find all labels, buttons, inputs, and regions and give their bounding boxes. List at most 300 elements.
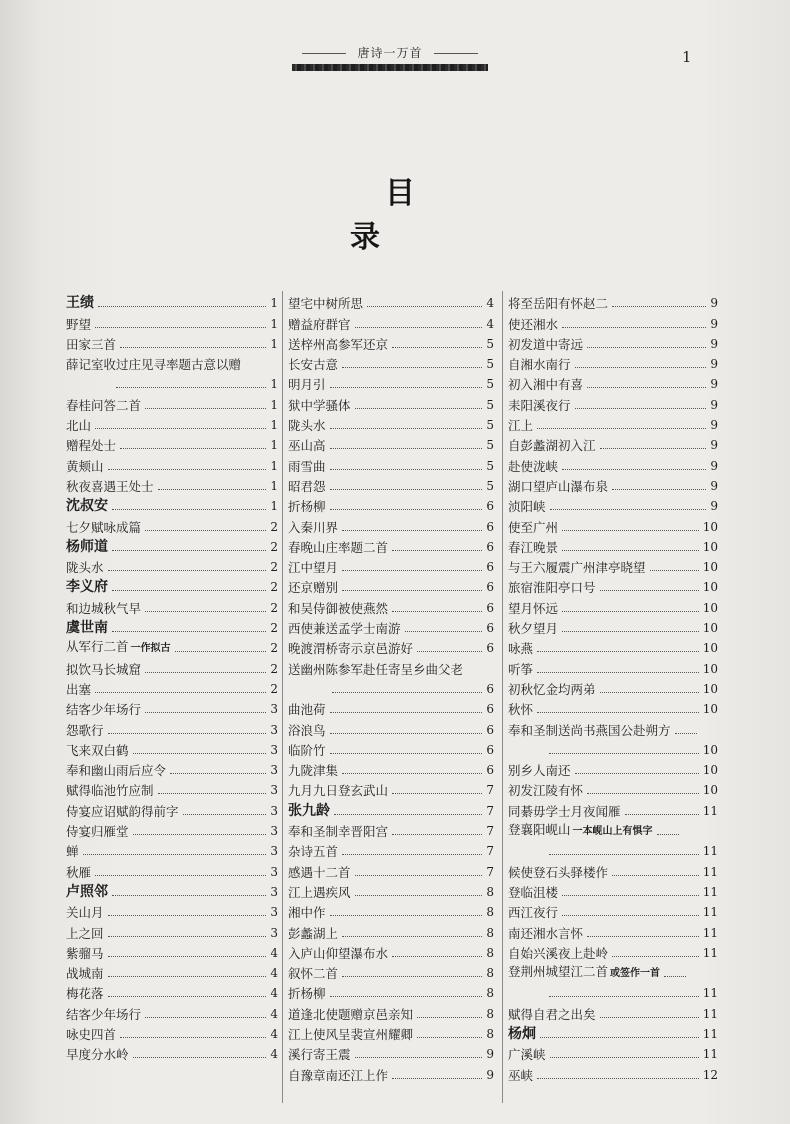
page-ref: 5 <box>486 418 494 433</box>
page-ref: 2 <box>270 539 278 554</box>
dot-leader <box>675 733 697 734</box>
page-ref: 2 <box>270 661 278 676</box>
toc-poem-entry <box>508 595 718 615</box>
poem-title: 赠程处士 <box>66 438 117 454</box>
dot-leader <box>562 895 699 896</box>
poem-title: 自始兴溪夜上赴岭 <box>508 945 609 961</box>
dot-leader <box>330 509 483 510</box>
dot-leader <box>600 448 707 449</box>
toc-poem-entry <box>288 595 494 615</box>
dot-leader <box>330 489 483 490</box>
toc-poem-entry <box>66 1042 278 1062</box>
toc-poem-entry <box>508 474 718 494</box>
toc-poem-entry <box>66 352 278 372</box>
dot-leader <box>108 996 267 997</box>
page-ref: 6 <box>486 763 494 778</box>
dot-leader <box>342 976 482 977</box>
dot-leader <box>158 489 267 490</box>
page-ref: 5 <box>486 478 494 493</box>
dot-leader <box>664 976 686 977</box>
page-ref: 9 <box>710 478 718 493</box>
dot-leader <box>575 408 707 409</box>
page-ref: 5 <box>486 357 494 372</box>
book-title: 唐诗一万首 <box>292 44 488 64</box>
poem-title: 临阶竹 <box>288 742 326 758</box>
page-ref: 12 <box>702 1067 718 1082</box>
author-name: 张九龄 <box>288 802 330 819</box>
page-ref: 3 <box>270 864 278 879</box>
dot-leader <box>108 469 267 470</box>
page-ref: 5 <box>486 336 494 351</box>
toc-poem-entry <box>508 880 718 900</box>
toc-poem-entry <box>66 332 278 352</box>
page-ref: 10 <box>702 580 718 595</box>
page-title: 目 录 <box>350 176 485 255</box>
toc-poem-entry <box>508 392 718 412</box>
author-name: 李义府 <box>66 579 108 596</box>
poem-title: 感遇十二首 <box>288 864 351 880</box>
page-ref: 11 <box>702 803 718 818</box>
page-ref: 5 <box>486 438 494 453</box>
toc-poem-entry <box>66 677 278 697</box>
page-ref: 1 <box>270 296 278 311</box>
poem-title: 旅宿淮阳亭口号 <box>508 580 596 596</box>
toc-poem-entry <box>66 839 278 859</box>
dot-leader <box>562 530 699 531</box>
dot-leader <box>112 509 266 510</box>
page-ref: 3 <box>270 824 278 839</box>
dot-leader <box>342 367 482 368</box>
poem-title: 田家三首 <box>66 336 117 352</box>
poem-title: 西使兼送孟学士南游 <box>288 621 401 637</box>
poem-title: 江上遇疾风 <box>288 884 351 900</box>
dot-leader <box>392 1078 482 1079</box>
dot-leader <box>537 1078 699 1079</box>
dot-leader <box>549 996 699 997</box>
poem-title: 同綦毋学士月夜闻雁 <box>508 803 621 819</box>
toc-poem-entry <box>288 575 494 595</box>
poem-title: 与王六履震广州津亭晓望 <box>508 560 646 576</box>
page-ref: 11 <box>702 844 718 859</box>
page-ref: 5 <box>486 377 494 392</box>
dot-leader <box>332 692 482 693</box>
poem-title: 早度分水岭 <box>66 1047 129 1063</box>
toc-poem-entry <box>288 697 494 717</box>
dot-leader <box>600 1017 699 1018</box>
toc-poem-entry <box>66 1001 278 1021</box>
poem-title: 薛记室收过庄见寻率题古意以赠 <box>66 357 242 373</box>
poem-title: 七夕赋咏成篇 <box>66 519 142 535</box>
page-ref: 5 <box>486 397 494 412</box>
poem-title: 巫山高 <box>288 438 326 454</box>
page-ref: 1 <box>270 499 278 514</box>
page-ref: 7 <box>486 783 494 798</box>
toc-author-entry <box>288 798 494 818</box>
toc-poem-entry <box>508 514 718 534</box>
poem-title: 登临沮楼 <box>508 884 559 900</box>
page-ref: 1 <box>270 438 278 453</box>
page-ref: 1 <box>270 316 278 331</box>
dot-leader <box>95 692 266 693</box>
dot-leader <box>342 936 482 937</box>
toc-poem-entry <box>288 880 494 900</box>
page-ref: 9 <box>710 397 718 412</box>
dot-leader <box>133 1057 267 1058</box>
page-ref: 3 <box>270 702 278 717</box>
page-ref: 2 <box>270 519 278 534</box>
page-ref: 7 <box>486 864 494 879</box>
dot-leader <box>367 306 482 307</box>
toc-poem-entry <box>508 311 718 331</box>
dot-leader <box>587 936 699 937</box>
page-ref: 10 <box>702 763 718 778</box>
poem-title: 杂诗五首 <box>288 844 339 860</box>
poem-title: 将至岳阳有怀赵二 <box>508 296 609 312</box>
dot-leader <box>537 651 699 652</box>
page-ref: 6 <box>486 560 494 575</box>
toc-poem-entry <box>66 697 278 717</box>
poem-title: 浈阳峡 <box>508 499 546 515</box>
poem-title: 黄颊山 <box>66 458 104 474</box>
toc-author-entry <box>66 494 278 514</box>
page-ref: 10 <box>702 742 718 757</box>
page-ref: 7 <box>486 824 494 839</box>
poem-title: 湘中作 <box>288 905 326 921</box>
poem-title: 初入湘中有喜 <box>508 377 584 393</box>
toc-poem-entry <box>66 941 278 961</box>
poem-title: 折杨柳 <box>288 986 326 1002</box>
dot-leader <box>612 875 699 876</box>
toc-poem-entry <box>508 697 718 717</box>
page-ref: 4 <box>270 986 278 1001</box>
dot-leader <box>392 550 482 551</box>
poem-title: 自彭蠡湖初入江 <box>508 438 596 454</box>
poem-title: 入庐山仰望瀑布水 <box>288 945 389 961</box>
dot-leader <box>342 570 482 571</box>
poem-title: 彭蠡湖上 <box>288 925 339 941</box>
dot-leader <box>392 834 482 835</box>
toc-poem-entry <box>288 961 494 981</box>
dot-leader <box>562 469 706 470</box>
page-ref: 9 <box>710 316 718 331</box>
toc-poem-entry <box>508 859 718 879</box>
toc-poem-entry <box>508 981 718 1001</box>
toc-poem-entry <box>288 819 494 839</box>
toc-poem-entry <box>288 717 494 737</box>
poem-title: 江上 <box>508 418 534 434</box>
page-ref: 3 <box>270 763 278 778</box>
toc-poem-entry <box>288 433 494 453</box>
poem-title: 赠益府群官 <box>288 316 351 332</box>
toc-poem-entry <box>508 758 718 778</box>
dot-leader <box>417 1017 482 1018</box>
page-ref: 11 <box>702 884 718 899</box>
poem-title: 秋夕望月 <box>508 621 559 637</box>
page-ref: 6 <box>486 621 494 636</box>
dot-leader <box>170 773 266 774</box>
page-ref: 7 <box>486 803 494 818</box>
poem-title: 怨歌行 <box>66 722 104 738</box>
toc-poem-entry <box>66 1022 278 1042</box>
page-ref: 10 <box>702 681 718 696</box>
toc-poem-entry <box>288 636 494 656</box>
dot-leader <box>98 306 266 307</box>
poem-title: 候使登石头驿楼作 <box>508 864 609 880</box>
dot-leader <box>392 347 482 348</box>
dot-leader <box>600 590 699 591</box>
dot-leader <box>133 834 267 835</box>
page-ref: 10 <box>702 560 718 575</box>
poem-title: 野望 <box>66 316 92 332</box>
dot-leader <box>112 550 266 551</box>
toc-poem-entry <box>288 1022 494 1042</box>
toc-poem-entry <box>288 514 494 534</box>
toc-poem-entry <box>288 352 494 372</box>
toc-poem-entry <box>508 332 718 352</box>
page-ref: 11 <box>702 945 718 960</box>
dot-leader <box>392 956 482 957</box>
page-ref: 4 <box>270 966 278 981</box>
toc-poem-entry <box>288 535 494 555</box>
poem-title: 自豫章南还江上作 <box>288 1067 389 1083</box>
dot-leader <box>587 347 706 348</box>
dot-leader <box>355 408 483 409</box>
poem-title: 北山 <box>66 418 92 434</box>
toc-poem-entry <box>66 433 278 453</box>
dot-leader <box>108 733 267 734</box>
dot-leader <box>83 854 267 855</box>
page-ref: 6 <box>486 539 494 554</box>
page-ref: 3 <box>270 905 278 920</box>
header-decorative-bar <box>292 64 488 71</box>
poem-title: 晚渡渭桥寄示京邑游好 <box>288 641 414 657</box>
toc-author-entry <box>66 291 278 311</box>
page-ref: 11 <box>702 1026 718 1041</box>
dot-leader <box>562 915 699 916</box>
page-ref: 9 <box>486 1067 494 1082</box>
dot-leader <box>112 631 266 632</box>
poem-title: 奉和圣制幸晋阳宫 <box>288 824 389 840</box>
toc-poem-entry <box>288 981 494 1001</box>
dot-leader <box>549 854 699 855</box>
page-ref: 3 <box>270 884 278 899</box>
page-ref: 2 <box>270 641 278 656</box>
toc-poem-entry <box>66 514 278 534</box>
page-ref: 10 <box>702 600 718 615</box>
poem-title: 望宅中树所思 <box>288 296 364 312</box>
poem-title: 侍宴应诏赋韵得前字 <box>66 803 179 819</box>
page-ref: 8 <box>486 986 494 1001</box>
dot-leader <box>355 327 483 328</box>
toc-author-entry <box>66 535 278 555</box>
toc-poem-entry <box>508 920 718 940</box>
dot-leader <box>342 590 482 591</box>
poem-title: 初发道中寄远 <box>508 336 584 352</box>
dot-leader <box>108 936 267 937</box>
dot-leader <box>575 367 707 368</box>
toc-poem-entry <box>288 656 494 676</box>
page-ref: 6 <box>486 580 494 595</box>
page-ref: 8 <box>486 925 494 940</box>
author-name: 沈叔安 <box>66 498 108 515</box>
dot-leader <box>145 1017 266 1018</box>
poem-title: 紫骝马 <box>66 945 104 961</box>
dot-leader <box>540 1037 699 1038</box>
dot-leader <box>145 530 266 531</box>
poem-title: 和边城秋气早 <box>66 600 142 616</box>
toc-poem-entry <box>508 778 718 798</box>
page-ref: 8 <box>486 966 494 981</box>
poem-title: 秋夜喜遇王处士 <box>66 478 154 494</box>
poem-title: 自湘水南行 <box>508 357 571 373</box>
toc-poem-entry <box>288 778 494 798</box>
poem-title: 奉和幽山雨后应令 <box>66 763 167 779</box>
poem-title: 和吴侍御被使燕然 <box>288 600 389 616</box>
dot-leader <box>116 387 266 388</box>
running-header <box>292 44 488 72</box>
page-ref: 2 <box>270 681 278 696</box>
dot-leader <box>330 915 483 916</box>
toc-poem-entry <box>508 494 718 514</box>
toc-poem-entry <box>66 656 278 676</box>
dot-leader <box>330 753 483 754</box>
toc-poem-entry <box>66 372 278 392</box>
author-name: 王绩 <box>66 295 94 312</box>
poem-title: 赴使泷峡 <box>508 458 559 474</box>
page-ref: 11 <box>702 1006 718 1021</box>
toc-poem-entry <box>508 961 718 981</box>
page-ref: 3 <box>270 925 278 940</box>
toc-poem-entry <box>508 413 718 433</box>
page-ref: 10 <box>702 519 718 534</box>
toc-poem-entry <box>288 900 494 920</box>
poem-title: 送梓州高参军还京 <box>288 336 389 352</box>
poem-title: 咏史四首 <box>66 1026 117 1042</box>
dot-leader <box>342 854 482 855</box>
poem-title: 长安古意 <box>288 357 339 373</box>
dot-leader <box>158 793 267 794</box>
dot-leader <box>537 428 706 429</box>
toc-poem-entry <box>66 900 278 920</box>
poem-title: 登襄阳岘山 一本岘山上有惧字 <box>508 822 653 838</box>
toc-poem-entry <box>508 535 718 555</box>
toc-poem-entry <box>66 636 278 656</box>
toc-poem-entry <box>288 920 494 940</box>
dot-leader <box>625 814 699 815</box>
poem-title: 出塞 <box>66 681 92 697</box>
poem-title: 春晚山庄率题二首 <box>288 539 389 555</box>
dot-leader <box>342 773 482 774</box>
page-ref: 9 <box>710 336 718 351</box>
dot-leader <box>562 327 706 328</box>
page-ref: 4 <box>270 1026 278 1041</box>
toc-author-entry <box>508 1022 718 1042</box>
toc-poem-entry <box>508 677 718 697</box>
dot-leader <box>550 509 707 510</box>
toc-poem-entry <box>288 941 494 961</box>
dot-leader <box>537 672 699 673</box>
dot-leader <box>120 448 266 449</box>
poem-title: 望月怀远 <box>508 600 559 616</box>
toc-poem-entry <box>508 352 718 372</box>
dot-leader <box>650 570 699 571</box>
poem-title: 陇头水 <box>288 418 326 434</box>
poem-title: 使至广州 <box>508 519 559 535</box>
page-ref: 10 <box>702 621 718 636</box>
toc-poem-entry <box>66 981 278 1001</box>
page-ref: 8 <box>486 945 494 960</box>
author-name: 杨师道 <box>66 538 108 555</box>
poem-title: 叙怀二首 <box>288 966 339 982</box>
dot-leader <box>417 651 482 652</box>
dot-leader <box>392 611 482 612</box>
poem-title: 听筝 <box>508 661 534 677</box>
toc-poem-entry <box>508 941 718 961</box>
page-ref: 6 <box>486 519 494 534</box>
dot-leader <box>587 387 706 388</box>
dot-leader <box>587 793 699 794</box>
toc-poem-entry <box>288 758 494 778</box>
title-note: 或签作一首 <box>610 968 661 980</box>
dot-leader <box>112 590 266 591</box>
poem-title: 结客少年场行 <box>66 702 142 718</box>
dot-leader <box>145 408 266 409</box>
page-ref: 10 <box>702 702 718 717</box>
poem-title: 别乡人南还 <box>508 763 571 779</box>
toc-poem-entry <box>288 453 494 473</box>
poem-title: 登荆州城望江二首 或签作一首 <box>508 964 661 980</box>
dot-leader <box>95 875 266 876</box>
page-ref: 9 <box>710 458 718 473</box>
toc-poem-entry <box>288 616 494 636</box>
page-ref: 8 <box>486 905 494 920</box>
page-ref: 6 <box>486 600 494 615</box>
toc-poem-entry <box>508 798 718 818</box>
poem-title: 结客少年场行 <box>66 1006 142 1022</box>
poem-title: 飞来双白鹤 <box>66 742 129 758</box>
page-ref: 2 <box>270 580 278 595</box>
toc-poem-entry <box>508 453 718 473</box>
poem-title: 赋得临池竹应制 <box>66 783 154 799</box>
page-ref: 3 <box>270 742 278 757</box>
dot-leader <box>120 347 266 348</box>
poem-title: 江上使风呈裴宣州耀卿 <box>288 1026 414 1042</box>
page-ref: 9 <box>710 418 718 433</box>
dot-leader <box>112 895 266 896</box>
poem-title: 耒阳溪夜行 <box>508 397 571 413</box>
page-ref: 10 <box>702 539 718 554</box>
toc-poem-entry <box>288 372 494 392</box>
page-ref: 8 <box>486 1026 494 1041</box>
toc-poem-entry <box>508 433 718 453</box>
poem-title: 明月引 <box>288 377 326 393</box>
dot-leader <box>330 448 483 449</box>
dot-leader <box>612 956 699 957</box>
dot-leader <box>575 773 699 774</box>
poem-title: 溪行寄王震 <box>288 1047 351 1063</box>
page-ref: 10 <box>702 661 718 676</box>
dot-leader <box>657 834 679 835</box>
dot-leader <box>330 387 483 388</box>
dot-leader <box>330 469 483 470</box>
toc-poem-entry <box>288 332 494 352</box>
column-divider <box>502 291 503 1103</box>
dot-leader <box>612 489 706 490</box>
poem-title: 初发江陵有怀 <box>508 783 584 799</box>
poem-title: 关山月 <box>66 905 104 921</box>
page-ref: 4 <box>270 1006 278 1021</box>
poem-title: 湖口望庐山瀑布泉 <box>508 478 609 494</box>
